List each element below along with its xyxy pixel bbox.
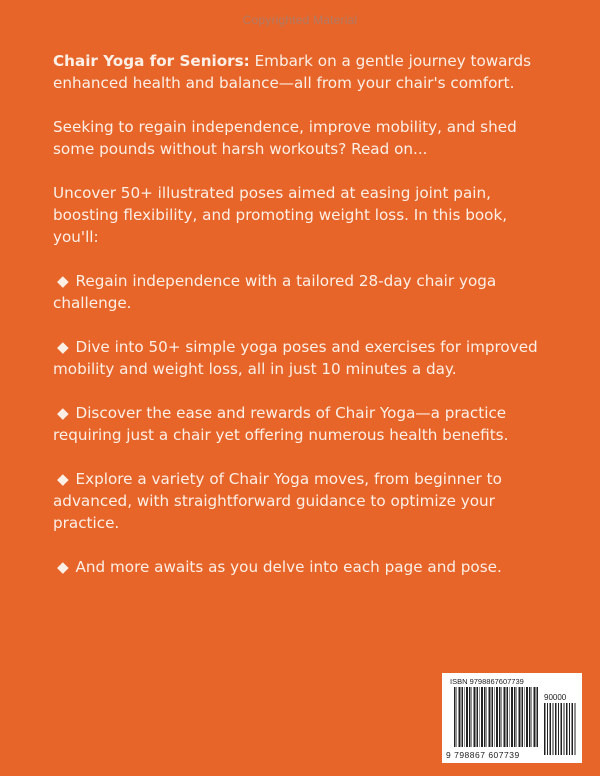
diamond-bullet-icon: ◆ — [57, 404, 69, 422]
bullet-item: ◆ And more awaits as you delve into each page and pose. — [57, 558, 502, 576]
addon-barcode-bars — [544, 703, 576, 755]
book-title: Chair Yoga for Seniors: — [53, 52, 250, 70]
book-description — [53, 50, 553, 600]
bullet-item: ◆ Explore a variety of Chair Yoga moves, from beginner to advanced, with straightforward guidance to optimize your practice. — [53, 470, 502, 532]
diamond-bullet-icon: ◆ — [57, 470, 69, 488]
lead-text: Embark on a gentle journey towards enhanced health and balance—all from your chair's comfort. — [53, 52, 532, 92]
intro-paragraph: Seeking to regain independence, improve mobility, and shed some pounds without harsh workouts? Read on... — [53, 118, 517, 158]
bullet-item: ◆ Regain independence with a tailored 28-day chair yoga challenge. — [53, 272, 497, 312]
price-addon-label: 90000 — [544, 693, 567, 702]
diamond-bullet-icon: ◆ — [57, 272, 69, 290]
diamond-bullet-icon: ◆ — [57, 338, 69, 356]
lead-paragraph — [53, 50, 553, 94]
diamond-bullet-icon: ◆ — [57, 558, 69, 576]
isbn-label: ISBN 9798867607739 — [450, 677, 524, 686]
copyright-watermark: Copyrighted Material — [242, 13, 358, 27]
bullet-item: ◆ Discover the ease and rewards of Chair Yoga—a practice requiring just a chair yet offering numerous health benefits. — [53, 404, 509, 444]
barcode-bars — [454, 687, 539, 747]
bullet-item: ◆ Dive into 50+ simple yoga poses and exercises for improved mobility and weight loss, all in just 10 minutes a day. — [53, 338, 538, 378]
isbn-barcode — [442, 673, 582, 763]
intro-paragraph: Uncover 50+ illustrated poses aimed at easing joint pain, boosting flexibility, and promoting weight loss. In this book, you'll: — [53, 184, 508, 246]
barcode-digits: 9 798867 607739 — [446, 750, 520, 760]
